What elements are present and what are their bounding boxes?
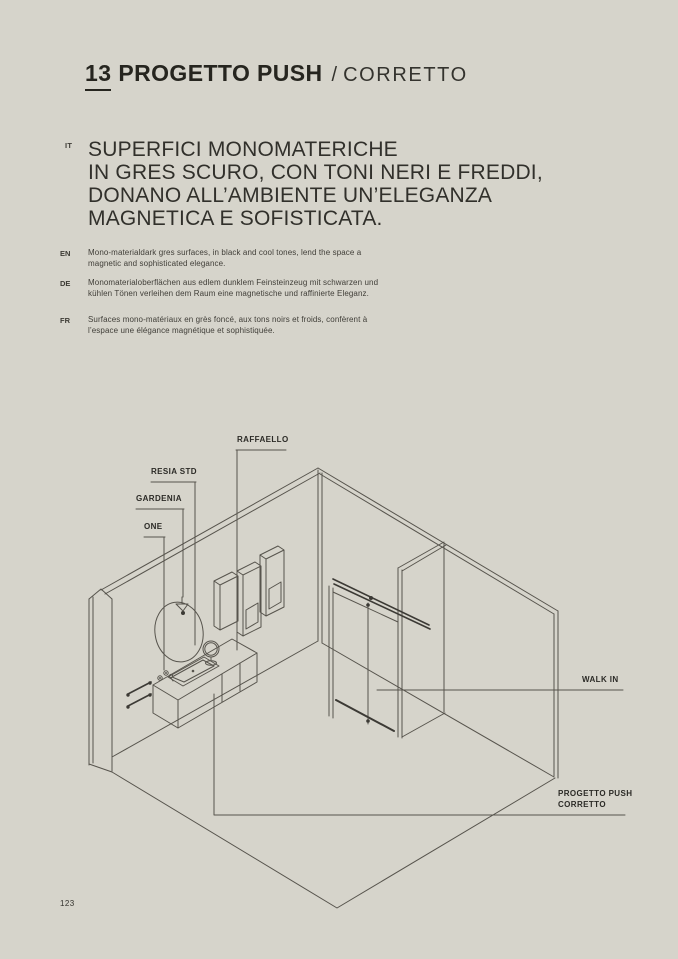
- lang-tag-en: EN: [60, 249, 71, 258]
- walkin-glass-panel: [398, 542, 446, 738]
- callout-one: ONE: [144, 522, 163, 531]
- lang-tag-fr: FR: [60, 316, 70, 325]
- callout-progetto-push: [558, 789, 632, 810]
- intro-line: DONANO ALL’AMBIENTE UN’ELEGANZA: [88, 184, 493, 207]
- page-number: 123: [60, 899, 75, 908]
- chapter-title: PROGETTO PUSH: [118, 60, 323, 86]
- chapter-variant: CORRETTO: [343, 64, 468, 86]
- callout-progetto-line2: CORRETTO: [558, 799, 606, 809]
- callout-walk-in: WALK IN: [582, 675, 619, 684]
- wall-cabinets: [214, 546, 284, 636]
- translation-fr: Surfaces mono-matériaux en grès foncé, aux tons noirs et froids, confèrent à l’espace une élégance magnétique et sophistiquée.: [88, 315, 368, 335]
- towel-bars: [126, 681, 151, 708]
- translation-de: Monomaterialoberflächen aus edlem dunklem Feinsteinzeug mit schwarzen und kühlen Tönen verleihen dem Raum eine magnetische und raffinierte Eleganz.: [88, 278, 379, 298]
- pendant-lamp: [176, 597, 188, 615]
- callout-progetto-line1: PROGETTO PUSH: [558, 789, 633, 798]
- callout-resia-std: RESIA STD: [151, 467, 197, 476]
- intro-line: IN GRES SCURO, CON TONI NERI E FREDDI,: [88, 161, 543, 184]
- callout-raffaello: RAFFAELLO: [237, 435, 289, 444]
- intro-line: SUPERFICI MONOMATERICHE: [88, 138, 398, 161]
- wall-mirror: [151, 599, 208, 666]
- chapter-number: 13: [85, 60, 111, 91]
- translation-en: Mono-materialdark gres surfaces, in black and cool tones, lend the space a magnetic and sophisticated elegance.: [88, 248, 362, 268]
- lang-tag-de: DE: [60, 279, 71, 288]
- intro-line: MAGNETICA E SOFISTICATA.: [88, 207, 383, 230]
- vanity-unit: [153, 639, 257, 728]
- lang-tag-it: IT: [65, 141, 73, 150]
- title-separator: /: [331, 64, 338, 86]
- callout-gardenia: GARDENIA: [136, 494, 182, 503]
- left-wall: [89, 468, 320, 772]
- shower-door: [329, 579, 430, 731]
- right-wall: [318, 468, 558, 778]
- floor-outline: [112, 772, 555, 908]
